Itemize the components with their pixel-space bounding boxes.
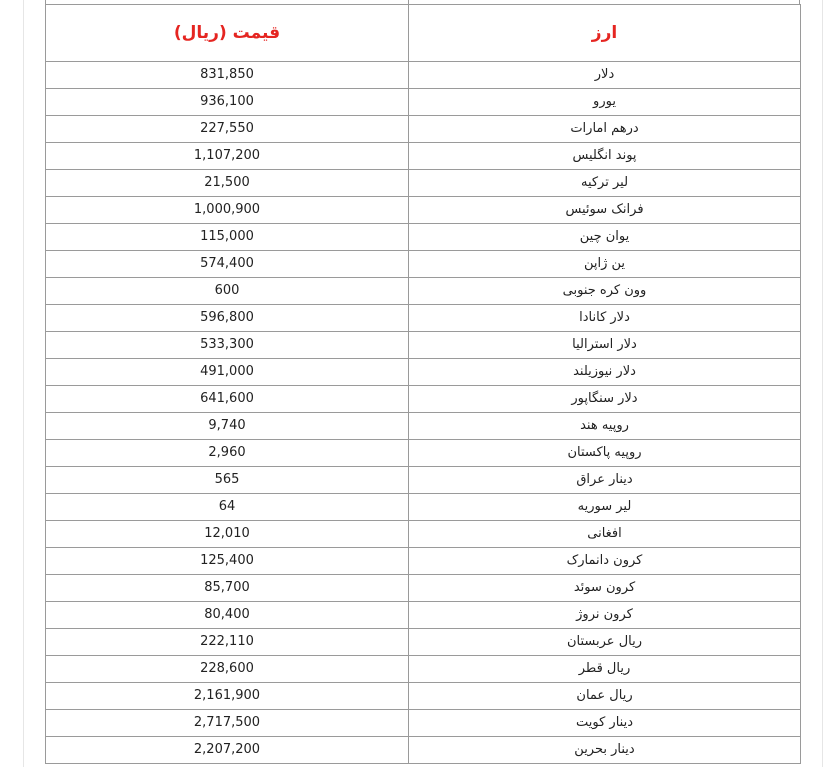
- table-row: [46, 89, 801, 116]
- table-row: [46, 683, 801, 710]
- price-cell: 228,600: [46, 656, 409, 683]
- price-cell: 1,107,200: [46, 143, 409, 170]
- table-row: [46, 494, 801, 521]
- table-row: [46, 521, 801, 548]
- table-body: [46, 62, 801, 764]
- table-row: [46, 602, 801, 629]
- currency-cell: ریال عربستان: [409, 629, 801, 656]
- currency-cell: روپیه هند: [409, 413, 801, 440]
- table-row: [46, 710, 801, 737]
- table-row: [46, 251, 801, 278]
- table-row: [46, 224, 801, 251]
- currency-cell: پوند انگلیس: [409, 143, 801, 170]
- currency-cell: وون کره جنوبی: [409, 278, 801, 305]
- table-row: [46, 467, 801, 494]
- currency-cell: افغانی: [409, 521, 801, 548]
- price-cell: 491,000: [46, 359, 409, 386]
- currency-cell: دلار کانادا: [409, 305, 801, 332]
- price-cell: 227,550: [46, 116, 409, 143]
- currency-cell: ریال عمان: [409, 683, 801, 710]
- price-cell: 64: [46, 494, 409, 521]
- table-row: [46, 197, 801, 224]
- price-cell: 2,161,900: [46, 683, 409, 710]
- table-row: [46, 737, 801, 764]
- table-row: [46, 359, 801, 386]
- currency-cell: لیر سوریه: [409, 494, 801, 521]
- currency-cell: ین ژاپن: [409, 251, 801, 278]
- price-column-header: قیمت (ریال): [46, 5, 409, 62]
- price-cell: 222,110: [46, 629, 409, 656]
- table-row: [46, 629, 801, 656]
- price-cell: 125,400: [46, 548, 409, 575]
- table-row: [46, 548, 801, 575]
- price-cell: 533,300: [46, 332, 409, 359]
- price-cell: 9,740: [46, 413, 409, 440]
- currency-rates-table: [45, 4, 801, 764]
- price-cell: 2,717,500: [46, 710, 409, 737]
- currency-cell: دینار بحرین: [409, 737, 801, 764]
- currency-cell: دلار: [409, 62, 801, 89]
- currency-cell: دلار نیوزیلند: [409, 359, 801, 386]
- currency-cell: یوان چین: [409, 224, 801, 251]
- table-row: [46, 62, 801, 89]
- table-row: [46, 116, 801, 143]
- price-cell: 2,207,200: [46, 737, 409, 764]
- price-cell: 831,850: [46, 62, 409, 89]
- price-cell: 115,000: [46, 224, 409, 251]
- table-row: [46, 413, 801, 440]
- table-row: [46, 656, 801, 683]
- currency-cell: درهم امارات: [409, 116, 801, 143]
- price-cell: 21,500: [46, 170, 409, 197]
- table-header-row: [46, 5, 801, 62]
- price-cell: 596,800: [46, 305, 409, 332]
- price-cell: 2,960: [46, 440, 409, 467]
- price-cell: 1,000,900: [46, 197, 409, 224]
- table-row: [46, 386, 801, 413]
- currency-cell: دینار کویت: [409, 710, 801, 737]
- currency-table-container: [45, 4, 800, 764]
- currency-cell: فرانک سوئیس: [409, 197, 801, 224]
- currency-cell: یورو: [409, 89, 801, 116]
- currency-cell: کرون دانمارک: [409, 548, 801, 575]
- currency-cell: لیر ترکیه: [409, 170, 801, 197]
- price-cell: 565: [46, 467, 409, 494]
- currency-cell: دینار عراق: [409, 467, 801, 494]
- currency-cell: دلار سنگاپور: [409, 386, 801, 413]
- currency-cell: کرون نروژ: [409, 602, 801, 629]
- price-cell: 600: [46, 278, 409, 305]
- table-row: [46, 143, 801, 170]
- table-row: [46, 278, 801, 305]
- table-row: [46, 440, 801, 467]
- price-cell: 80,400: [46, 602, 409, 629]
- currency-cell: دلار استرالیا: [409, 332, 801, 359]
- price-cell: 936,100: [46, 89, 409, 116]
- table-row: [46, 332, 801, 359]
- price-cell: 641,600: [46, 386, 409, 413]
- price-cell: 12,010: [46, 521, 409, 548]
- table-row: [46, 170, 801, 197]
- currency-cell: کرون سوئد: [409, 575, 801, 602]
- price-cell: 85,700: [46, 575, 409, 602]
- currency-column-header: ارز: [409, 5, 801, 62]
- table-row: [46, 575, 801, 602]
- price-cell: 574,400: [46, 251, 409, 278]
- currency-cell: ریال قطر: [409, 656, 801, 683]
- table-row: [46, 305, 801, 332]
- currency-cell: روپیه پاکستان: [409, 440, 801, 467]
